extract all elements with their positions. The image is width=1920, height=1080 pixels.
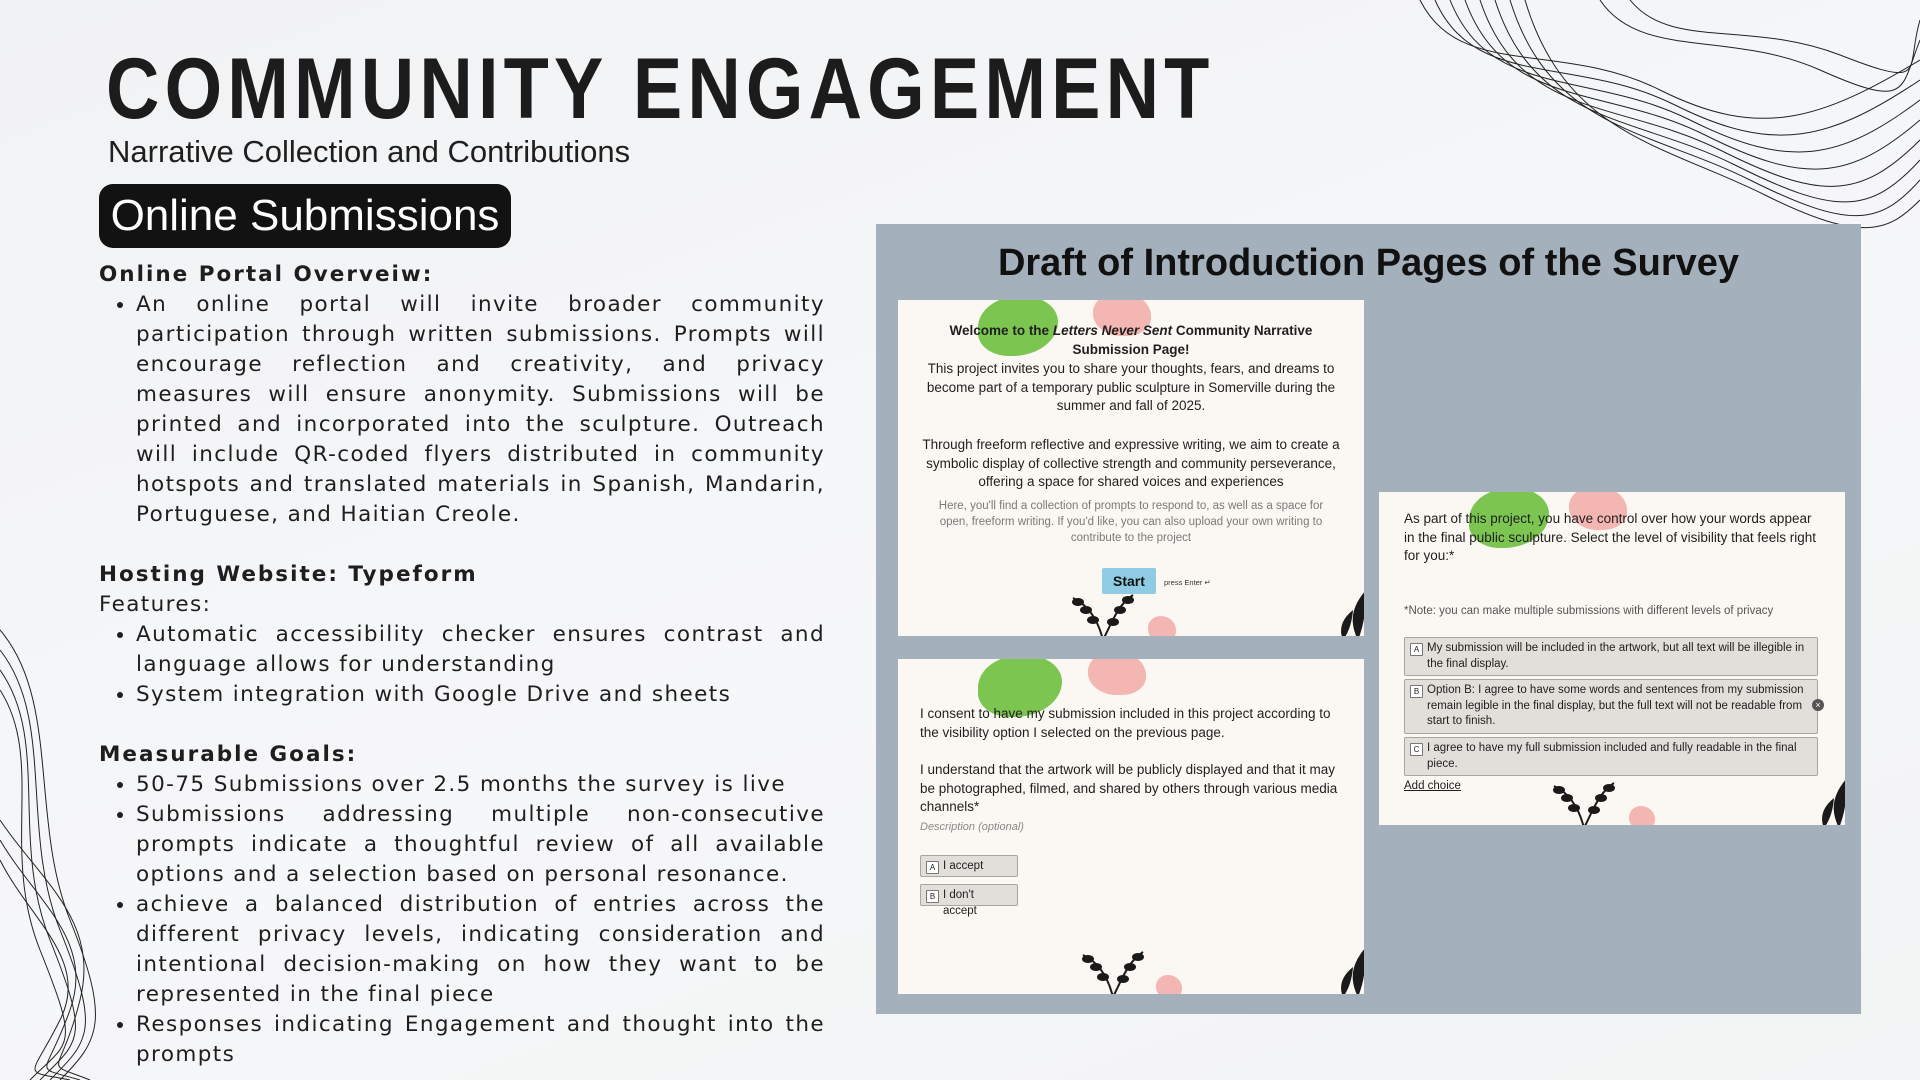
- welcome-card: [898, 300, 1364, 636]
- visibility-option-b[interactable]: B Option B: I agree to have some words and sentences from my submission remain legible in the final display, but the full text will not be readable from start to finish. ×: [1404, 679, 1818, 734]
- goal-item: • Submissions addressing multiple non-consecutive prompts indicate a thoughtful review of all available options and a selection based on personal resonance.: [136, 800, 825, 890]
- feature-item: • Automatic accessibility checker ensures contrast and language allows for understanding: [136, 620, 825, 680]
- portal-heading: Online Portal Overveiw:: [99, 262, 434, 287]
- page-subtitle: Narrative Collection and Contributions: [108, 134, 631, 169]
- goal-item: • Responses indicating Engagement and thought into the prompts: [136, 1010, 825, 1070]
- plant-icon: [1068, 937, 1158, 994]
- consent-paragraph-1: I consent to have my submission included in this project according to the visibility option I selected on the previous page.: [920, 706, 1331, 740]
- portal-list: [99, 290, 825, 530]
- add-choice-link[interactable]: Add choice: [1404, 780, 1461, 792]
- features-list: [99, 620, 825, 710]
- welcome-heading: Welcome to the Letters Never Sent Community Narrative Submission Page!: [949, 323, 1313, 357]
- visibility-option-c[interactable]: C I agree to have my full submission included and fully readable in the final piece.: [1404, 737, 1818, 776]
- leaf-corner-icon: [1328, 947, 1364, 994]
- leaf-corner-icon: [1809, 778, 1845, 825]
- left-content: [99, 260, 825, 1070]
- goals-heading: Measurable Goals:: [99, 742, 358, 767]
- welcome-note: Here, you'll find a collection of prompts to respond to, as well as a space for open, freeform writing. If you'd like, you can also upload your own writing to contribute to the project: [938, 500, 1324, 544]
- visibility-card: [1379, 492, 1845, 825]
- visibility-question: As part of this project, you have control over how your words appear in the final public sculpture. Select the level of visibility that feels right for you:*: [1404, 511, 1816, 563]
- page-title: COMMUNITY ENGAGEMENT: [106, 41, 1215, 137]
- description-placeholder[interactable]: Description (optional): [920, 821, 1024, 833]
- wave-lines-decoration-top: [1400, 0, 1920, 230]
- welcome-paragraph-1: This project invites you to share your thoughts, fears, and dreams to become part of a temporary public sculpture in Somerville during the summer and fall of 2025.: [926, 361, 1336, 413]
- features-label: Features:: [99, 592, 212, 617]
- plant-icon: [1058, 580, 1148, 636]
- goal-item: • 50-75 Submissions over 2.5 months the survey is live: [136, 770, 825, 800]
- welcome-paragraph-2: Through freeform reflective and expressive writing, we aim to create a symbolic display of collective strength and community perseverance, offering a space for shared voices and experiences: [922, 437, 1340, 489]
- consent-option-decline[interactable]: B I don't accept: [920, 884, 1018, 906]
- hosting-heading: Hosting Website: Typeform: [99, 562, 478, 587]
- remove-option-icon[interactable]: ×: [1812, 699, 1824, 711]
- goal-item: • achieve a balanced distribution of entries across the different privacy levels, indicating consideration and intentional decision-making on how they want to be represented in the final piece: [136, 890, 825, 1010]
- press-enter-hint: press Enter ↵: [1164, 578, 1211, 587]
- feature-item: • System integration with Google Drive and sheets: [136, 680, 825, 710]
- goals-list: [99, 770, 825, 1070]
- start-button[interactable]: Start: [1102, 568, 1156, 594]
- wave-lines-decoration-bottom: [0, 620, 110, 1080]
- portal-description: • An online portal will invite broader community participation through written submissions. Prompts will encourage reflection and creativity, and privacy measures will ensure anonymity. Submissions will be printed and incorporated into the sculpture. Outreach will include QR-coded flyers distributed in community hotspots and translated materials in Spanish, Mandarin, Portuguese, and Haitian Creole.: [136, 290, 825, 530]
- leaf-corner-icon: [1328, 590, 1364, 636]
- consent-card: [898, 659, 1364, 994]
- consent-option-accept[interactable]: A I accept: [920, 855, 1018, 877]
- visibility-note: *Note: you can make multiple submissions with different levels of privacy: [1404, 605, 1774, 617]
- section-pill: Online Submissions: [99, 184, 511, 248]
- consent-paragraph-2: I understand that the artwork will be publicly displayed and that it may be photographed, filmed, and shared by others through various media channels*: [920, 762, 1338, 814]
- visibility-option-a[interactable]: A My submission will be included in the artwork, but all text will be illegible in the final display.: [1404, 637, 1818, 676]
- plant-icon: [1539, 768, 1629, 825]
- panel-title: Draft of Introduction Pages of the Survey: [997, 242, 1740, 284]
- survey-drafts-panel: [876, 224, 1861, 1014]
